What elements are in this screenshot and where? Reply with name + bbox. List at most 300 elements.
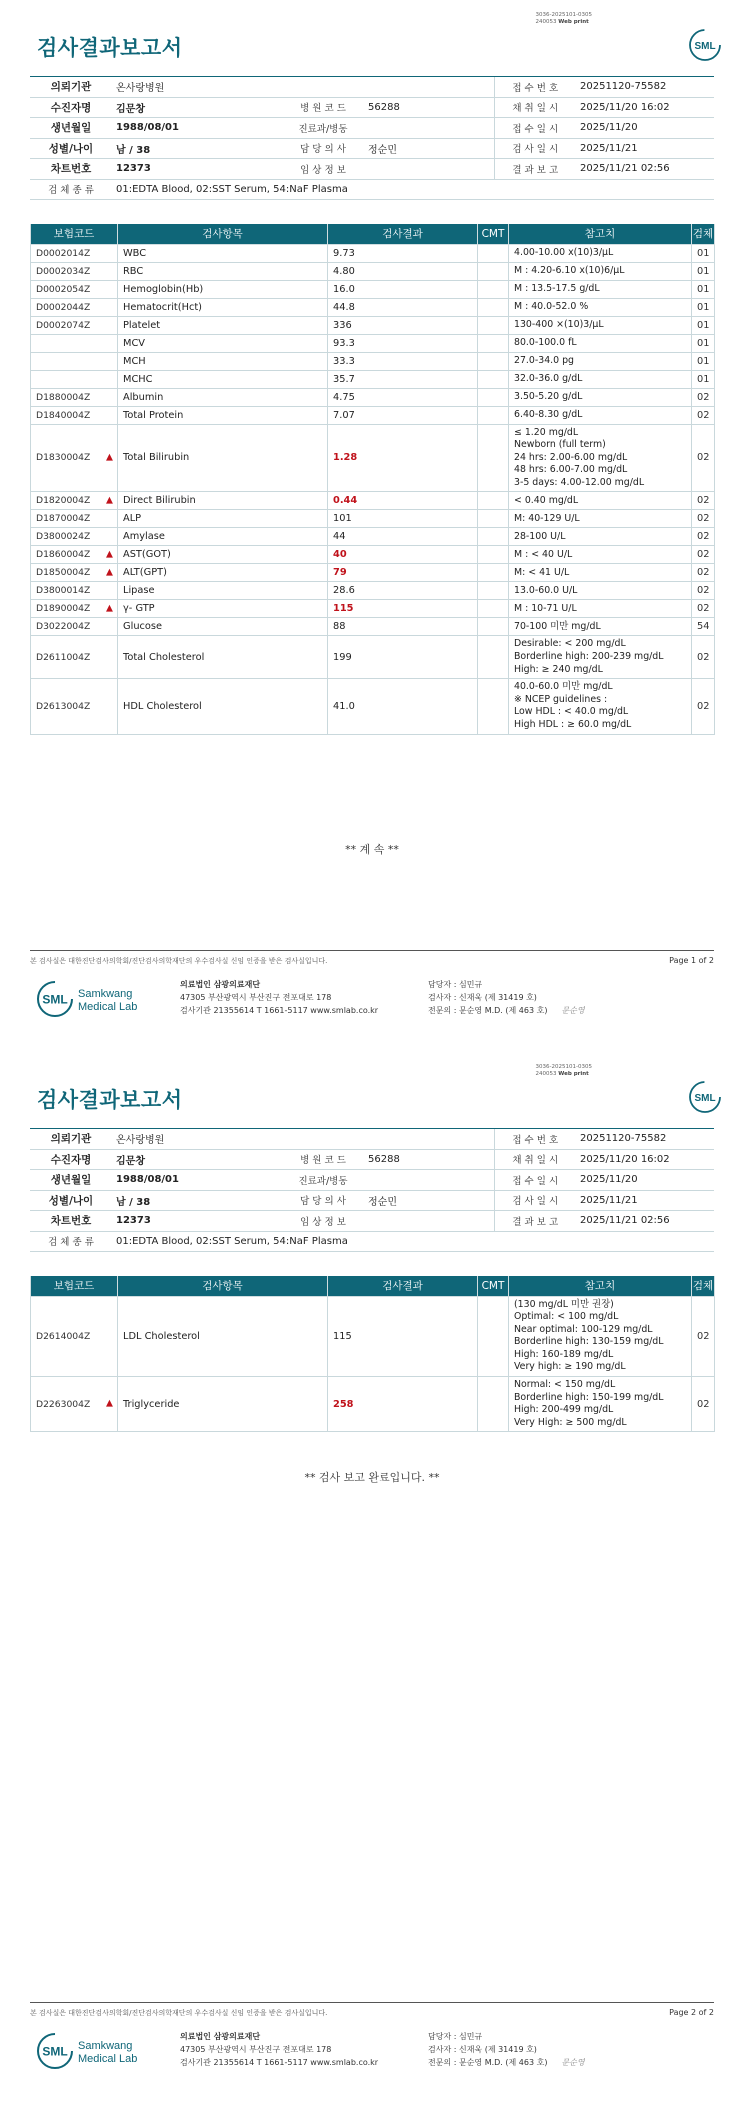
test-item: Triglyceride ▲ — [118, 1377, 328, 1432]
patient-label: 수진자명 — [30, 97, 112, 118]
receipt-no-value: 20251120-75582 — [576, 77, 714, 98]
receipt-no-label: 접 수 번 호 — [494, 1129, 576, 1150]
test-result — [328, 298, 478, 316]
result-value: 16.0 — [333, 283, 355, 295]
specimen-code: 01 — [692, 298, 715, 316]
col-header-cmt: CMT — [478, 224, 509, 244]
specimen-code: 01 — [692, 262, 715, 280]
svg-text:Samkwang: Samkwang — [78, 2040, 133, 2052]
test-cmt — [478, 582, 509, 600]
doctor-value: 정순민 — [364, 1190, 494, 1211]
footer-divider — [30, 2002, 714, 2003]
test-result — [328, 510, 478, 528]
table-row — [31, 636, 715, 679]
test-cmt — [478, 316, 509, 334]
reference-range — [509, 352, 692, 370]
test-result — [328, 1377, 478, 1432]
test-cmt — [478, 334, 509, 352]
abnormal-high-icon: ▲ — [106, 549, 113, 560]
col-header-code: 보험코드 — [31, 224, 118, 244]
specimen-code: 02 — [692, 424, 715, 492]
chart-no-value: 12373 — [112, 159, 282, 180]
reference-line: Near optimal: 100-129 mg/dL — [514, 1323, 653, 1335]
test-result — [328, 370, 478, 388]
abnormal-high-icon: ▲ — [106, 1398, 113, 1409]
test-code — [31, 334, 118, 352]
test-item: Hemoglobin(Hb) — [118, 280, 328, 298]
reference-line: 3-5 days: 4.00-12.00 mg/dL — [514, 476, 645, 488]
specimen-code: 02 — [692, 388, 715, 406]
test-item: ALT(GPT) ▲ — [118, 564, 328, 582]
result-value: 7.07 — [333, 409, 355, 421]
specimen-label: 검 체 종 류 — [30, 1231, 112, 1252]
test-code: D3800014Z — [31, 582, 118, 600]
table-row — [31, 424, 715, 492]
result-value: 44 — [333, 531, 346, 543]
reference-line: 80.0-100.0 fL — [514, 336, 577, 348]
patient-info-table — [30, 76, 714, 200]
specimen-code: 02 — [692, 600, 715, 618]
reference-range — [509, 298, 692, 316]
test-cmt — [478, 262, 509, 280]
lab-address: 의료법인 삼광의료재단 47305 부산광역시 부산진구 전포대로 178 검사기관 21355614 T 1661-5117 www.smlab.co.kr — [180, 980, 379, 1015]
test-item: Glucose — [118, 618, 328, 636]
page-title: 검사결과보고서 — [37, 36, 183, 60]
test-code: D1830004Z — [31, 424, 118, 492]
report-date-value: 2025/11/21 02:56 — [576, 1211, 714, 1232]
test-date-value: 2025/11/21 — [576, 138, 714, 159]
reference-range — [509, 564, 692, 582]
result-value: 41.0 — [333, 700, 355, 712]
collect-date-label: 채 취 일 시 — [494, 97, 576, 118]
specimen-code: 54 — [692, 618, 715, 636]
test-result — [328, 262, 478, 280]
reference-range — [509, 316, 692, 334]
signature: 문순영 — [561, 1006, 585, 1015]
col-header-item: 검사항목 — [118, 224, 328, 244]
test-code: D2613004Z — [31, 679, 118, 734]
reference-line: 4.00-10.00 x(10)3/μL — [514, 246, 614, 258]
sml-logo-icon — [688, 1080, 722, 1114]
chart-no-value: 12373 — [112, 1211, 282, 1232]
table-row — [31, 1296, 715, 1377]
continued-note: ** 계 속 ** — [345, 843, 399, 856]
reference-range — [509, 528, 692, 546]
test-cmt — [478, 528, 509, 546]
table-row — [31, 262, 715, 280]
samkwang-logo-icon — [36, 2030, 151, 2072]
chart-label: 차트번호 — [30, 1211, 112, 1232]
test-cmt — [478, 244, 509, 262]
specimen-code: 01 — [692, 352, 715, 370]
test-code: D1820004Z — [31, 492, 118, 510]
reference-line: M : 4.20-6.10 x(10)6/μL — [514, 264, 625, 276]
sex-age-value: 남 / 38 — [112, 138, 282, 159]
clinical-value — [364, 159, 494, 180]
sex-age-label: 성별/나이 — [30, 1190, 112, 1211]
reference-range — [509, 546, 692, 564]
institution-value: 온사랑병원 — [112, 1129, 494, 1150]
collect-date-value: 2025/11/20 16:02 — [576, 1149, 714, 1170]
receipt-date-label: 접 수 일 시 — [494, 1170, 576, 1191]
test-code: D1870004Z — [31, 510, 118, 528]
reference-range — [509, 244, 692, 262]
signatories: 담당자 : 심민규 검사자 : 신재욱 (제 31419 호) 전문의 : 문순영 M.D. (제 463 호) 문순영 — [428, 980, 585, 1015]
test-cmt — [478, 679, 509, 734]
dept-value — [364, 1170, 494, 1191]
specimen-code: 01 — [692, 316, 715, 334]
reference-line: Very high: ≥ 190 mg/dL — [514, 1361, 626, 1373]
reference-line: M: < 41 U/L — [514, 566, 570, 578]
reference-line: Borderline high: 150-199 mg/dL — [514, 1391, 664, 1403]
reference-line: 48 hrs: 6.00-7.00 mg/dL — [514, 464, 628, 476]
result-value: 4.80 — [333, 265, 355, 277]
reference-line: Normal: < 150 mg/dL — [514, 1379, 616, 1391]
table-row — [31, 582, 715, 600]
clinical-label: 임 상 정 보 — [282, 1211, 364, 1232]
test-result — [328, 528, 478, 546]
table-row — [31, 334, 715, 352]
dob-label: 생년월일 — [30, 118, 112, 139]
reference-range — [509, 280, 692, 298]
receipt-no-value: 20251120-75582 — [576, 1129, 714, 1150]
test-item: Total Cholesterol — [118, 636, 328, 679]
test-code: D1850004Z — [31, 564, 118, 582]
result-value: 79 — [333, 567, 347, 579]
test-result — [328, 1296, 478, 1377]
abnormal-high-icon: ▲ — [106, 452, 113, 463]
test-item: LDL Cholesterol — [118, 1296, 328, 1377]
specimen-value: 01:EDTA Blood, 02:SST Serum, 54:NaF Plasma — [112, 179, 714, 200]
reference-line: Optimal: < 100 mg/dL — [514, 1311, 619, 1323]
signature: 문순영 — [561, 2058, 585, 2067]
test-item: MCHC — [118, 370, 328, 388]
test-cmt — [478, 1296, 509, 1377]
test-cmt — [478, 636, 509, 679]
collect-date-label: 채 취 일 시 — [494, 1149, 576, 1170]
reference-line: M : 13.5-17.5 g/dL — [514, 282, 600, 294]
test-item: Direct Bilirubin ▲ — [118, 492, 328, 510]
reference-line: ※ NCEP guidelines : — [514, 693, 608, 705]
result-value: 9.73 — [333, 247, 355, 259]
result-value: 93.3 — [333, 337, 355, 349]
table-row — [31, 406, 715, 424]
table-row — [31, 492, 715, 510]
dept-label: 진료과/병동 — [282, 1170, 364, 1191]
result-value: 28.6 — [333, 585, 355, 597]
test-result — [328, 316, 478, 334]
test-cmt — [478, 600, 509, 618]
test-date-value: 2025/11/21 — [576, 1190, 714, 1211]
reference-range — [509, 636, 692, 679]
specimen-label: 검 체 종 류 — [30, 179, 112, 200]
page-title: 검사결과보고서 — [37, 1088, 183, 1112]
hospital-code-label: 병 원 코 드 — [282, 1149, 364, 1170]
specimen-code: 01 — [692, 370, 715, 388]
hospital-code-label: 병 원 코 드 — [282, 97, 364, 118]
abnormal-high-icon: ▲ — [106, 495, 113, 506]
reference-line: < 0.40 mg/dL — [514, 494, 579, 506]
test-result — [328, 388, 478, 406]
test-cmt — [478, 492, 509, 510]
test-result — [328, 424, 478, 492]
result-value: 336 — [333, 319, 352, 331]
test-code: D3800024Z — [31, 528, 118, 546]
test-result — [328, 600, 478, 618]
result-value: 44.8 — [333, 301, 355, 313]
hospital-code-value: 56288 — [364, 97, 494, 118]
test-code: D2614004Z — [31, 1296, 118, 1377]
col-header-item: 검사항목 — [118, 1276, 328, 1296]
abnormal-high-icon: ▲ — [106, 567, 113, 578]
test-item: MCH — [118, 352, 328, 370]
institution-label: 의뢰기관 — [30, 77, 112, 98]
sex-age-label: 성별/나이 — [30, 138, 112, 159]
reference-line: 3.50-5.20 g/dL — [514, 390, 583, 402]
svg-text:Medical Lab: Medical Lab — [78, 1001, 138, 1013]
test-result — [328, 334, 478, 352]
col-header-specimen: 검체 — [692, 224, 715, 244]
test-item: WBC — [118, 244, 328, 262]
test-result — [328, 679, 478, 734]
table-row — [31, 600, 715, 618]
doctor-value: 정순민 — [364, 138, 494, 159]
specimen-code: 02 — [692, 636, 715, 679]
table-row — [31, 316, 715, 334]
reference-line: 13.0-60.0 U/L — [514, 584, 578, 596]
test-item: MCV — [118, 334, 328, 352]
reference-line: High: 160-189 mg/dL — [514, 1348, 614, 1360]
test-code: D0002044Z — [31, 298, 118, 316]
test-cmt — [478, 618, 509, 636]
col-header-cmt: CMT — [478, 1276, 509, 1296]
table-row — [31, 280, 715, 298]
test-item: Total Protein — [118, 406, 328, 424]
test-cmt — [478, 406, 509, 424]
reference-line: Low HDL : < 40.0 mg/dL — [514, 706, 629, 718]
specimen-code: 02 — [692, 528, 715, 546]
sex-age-value: 남 / 38 — [112, 1190, 282, 1211]
test-item: Hematocrit(Hct) — [118, 298, 328, 316]
test-code: D2263004Z — [31, 1377, 118, 1432]
table-row — [31, 370, 715, 388]
clinical-value — [364, 1211, 494, 1232]
test-cmt — [478, 546, 509, 564]
receipt-no-label: 접 수 번 호 — [494, 77, 576, 98]
table-row — [31, 618, 715, 636]
table-row — [31, 679, 715, 734]
reference-range — [509, 370, 692, 388]
test-cmt — [478, 564, 509, 582]
reference-range — [509, 600, 692, 618]
result-value: 40 — [333, 549, 347, 561]
dept-label: 진료과/병동 — [282, 118, 364, 139]
table-row — [31, 1377, 715, 1432]
test-cmt — [478, 280, 509, 298]
reference-line: High: 200-499 mg/dL — [514, 1404, 614, 1416]
specimen-value: 01:EDTA Blood, 02:SST Serum, 54:NaF Plasma — [112, 1231, 714, 1252]
report-date-label: 결 과 보 고 — [494, 159, 576, 180]
specimen-code: 01 — [692, 280, 715, 298]
test-cmt — [478, 424, 509, 492]
specimen-code: 02 — [692, 510, 715, 528]
chart-label: 차트번호 — [30, 159, 112, 180]
specimen-code: 01 — [692, 244, 715, 262]
reference-range — [509, 1296, 692, 1377]
test-code: D0002014Z — [31, 244, 118, 262]
test-cmt — [478, 298, 509, 316]
reference-range — [509, 406, 692, 424]
table-row — [31, 298, 715, 316]
test-code: D1890004Z — [31, 600, 118, 618]
results-table — [30, 1276, 715, 1432]
svg-text:Medical Lab: Medical Lab — [78, 2053, 138, 2065]
test-item: Amylase — [118, 528, 328, 546]
svg-text:SML: SML — [694, 41, 716, 52]
svg-text:SML: SML — [42, 2044, 68, 2059]
patient-value: 김문창 — [112, 1149, 282, 1170]
result-value: 115 — [333, 1330, 352, 1342]
institution-label: 의뢰기관 — [30, 1129, 112, 1150]
test-cmt — [478, 370, 509, 388]
table-row — [31, 564, 715, 582]
reference-range — [509, 510, 692, 528]
page-number: Page 1 of 2 — [669, 956, 714, 965]
test-item: γ- GTP ▲ — [118, 600, 328, 618]
test-result — [328, 280, 478, 298]
table-row — [31, 528, 715, 546]
reference-range — [509, 1377, 692, 1432]
reference-line: High HDL : ≥ 60.0 mg/dL — [514, 719, 632, 731]
result-value: 101 — [333, 513, 352, 525]
specimen-code: 02 — [692, 492, 715, 510]
test-code — [31, 352, 118, 370]
test-cmt — [478, 1377, 509, 1432]
dob-value: 1988/08/01 — [112, 1170, 282, 1191]
test-item: Lipase — [118, 582, 328, 600]
reference-line: 70-100 미만 mg/dL — [514, 620, 601, 632]
sml-logo-icon — [688, 28, 722, 62]
reference-line: M: 40-129 U/L — [514, 512, 580, 524]
reference-line: M : < 40 U/L — [514, 548, 573, 560]
test-item: HDL Cholesterol — [118, 679, 328, 734]
reference-line: 24 hrs: 2.00-6.00 mg/dL — [514, 451, 628, 463]
svg-text:SML: SML — [42, 992, 68, 1007]
reference-line: 28-100 U/L — [514, 530, 566, 542]
abnormal-high-icon: ▲ — [106, 603, 113, 614]
reference-line: 40.0-60.0 미만 mg/dL — [514, 681, 613, 693]
reference-range — [509, 262, 692, 280]
result-value: 33.3 — [333, 355, 355, 367]
specimen-code: 02 — [692, 564, 715, 582]
svg-text:SML: SML — [694, 1093, 716, 1104]
test-result — [328, 618, 478, 636]
report-date-value: 2025/11/21 02:56 — [576, 159, 714, 180]
test-code: D1840004Z — [31, 406, 118, 424]
result-value: 88 — [333, 621, 346, 633]
test-date-label: 검 사 일 시 — [494, 138, 576, 159]
reference-line: M : 10-71 U/L — [514, 602, 577, 614]
reference-range — [509, 334, 692, 352]
test-item: Platelet — [118, 316, 328, 334]
test-code — [31, 370, 118, 388]
document-number: 3036-2025101-0305 240053 Web print — [535, 1064, 592, 1077]
col-header-ref: 참고치 — [509, 224, 692, 244]
col-header-result: 검사결과 — [328, 1276, 478, 1296]
report-page-2 — [0, 1052, 744, 2104]
reference-range — [509, 679, 692, 734]
dept-value — [364, 118, 494, 139]
samkwang-logo-icon — [36, 978, 151, 1020]
dob-label: 생년월일 — [30, 1170, 112, 1191]
result-value: 258 — [333, 1398, 354, 1410]
test-result — [328, 244, 478, 262]
specimen-code: 02 — [692, 1377, 715, 1432]
col-header-result: 검사결과 — [328, 224, 478, 244]
result-value: 0.44 — [333, 495, 358, 507]
test-result — [328, 564, 478, 582]
patient-value: 김문창 — [112, 97, 282, 118]
collect-date-value: 2025/11/20 16:02 — [576, 97, 714, 118]
reference-range — [509, 388, 692, 406]
result-value: 199 — [333, 651, 352, 663]
table-row — [31, 244, 715, 262]
test-cmt — [478, 510, 509, 528]
reference-line: Borderline high: 130-159 mg/dL — [514, 1336, 664, 1348]
test-result — [328, 492, 478, 510]
reference-line: High: ≥ 240 mg/dL — [514, 663, 603, 675]
patient-label: 수진자명 — [30, 1149, 112, 1170]
receipt-date-label: 접 수 일 시 — [494, 118, 576, 139]
clinical-label: 임 상 정 보 — [282, 159, 364, 180]
reference-line: Desirable: < 200 mg/dL — [514, 638, 626, 650]
doctor-label: 담 당 의 사 — [282, 1190, 364, 1211]
col-header-ref: 참고치 — [509, 1276, 692, 1296]
test-item: ALP — [118, 510, 328, 528]
page-number: Page 2 of 2 — [669, 2008, 714, 2017]
test-code: D1860004Z — [31, 546, 118, 564]
certification-note: 본 검사실은 대한진단검사의학회/진단검사의학재단의 우수검사실 신임 인증을 받은 검사실입니다. — [30, 957, 328, 965]
test-item: RBC — [118, 262, 328, 280]
test-result — [328, 582, 478, 600]
svg-text:Samkwang: Samkwang — [78, 988, 133, 1000]
reference-range — [509, 582, 692, 600]
test-result — [328, 406, 478, 424]
reference-line: Newborn (full term) — [514, 439, 606, 451]
reference-line: Very High: ≥ 500 mg/dL — [514, 1416, 627, 1428]
lab-address: 의료법인 삼광의료재단 47305 부산광역시 부산진구 전포대로 178 검사기관 21355614 T 1661-5117 www.smlab.co.kr — [180, 2032, 379, 2067]
table-row — [31, 388, 715, 406]
result-value: 115 — [333, 603, 354, 615]
table-row — [31, 510, 715, 528]
reference-range — [509, 618, 692, 636]
result-value: 1.28 — [333, 452, 358, 464]
test-code: D0002034Z — [31, 262, 118, 280]
result-value: 35.7 — [333, 373, 355, 385]
table-row — [31, 352, 715, 370]
test-code: D3022004Z — [31, 618, 118, 636]
result-value: 4.75 — [333, 391, 355, 403]
document-number: 3036-2025101-0305 240053 Web print — [535, 12, 592, 25]
results-table — [30, 224, 715, 735]
hospital-code-value: 56288 — [364, 1149, 494, 1170]
reference-range — [509, 424, 692, 492]
reference-line: Borderline high: 200-239 mg/dL — [514, 651, 664, 663]
col-header-specimen: 검체 — [692, 1276, 715, 1296]
test-code: D2611004Z — [31, 636, 118, 679]
specimen-code: 01 — [692, 334, 715, 352]
test-code: D0002074Z — [31, 316, 118, 334]
